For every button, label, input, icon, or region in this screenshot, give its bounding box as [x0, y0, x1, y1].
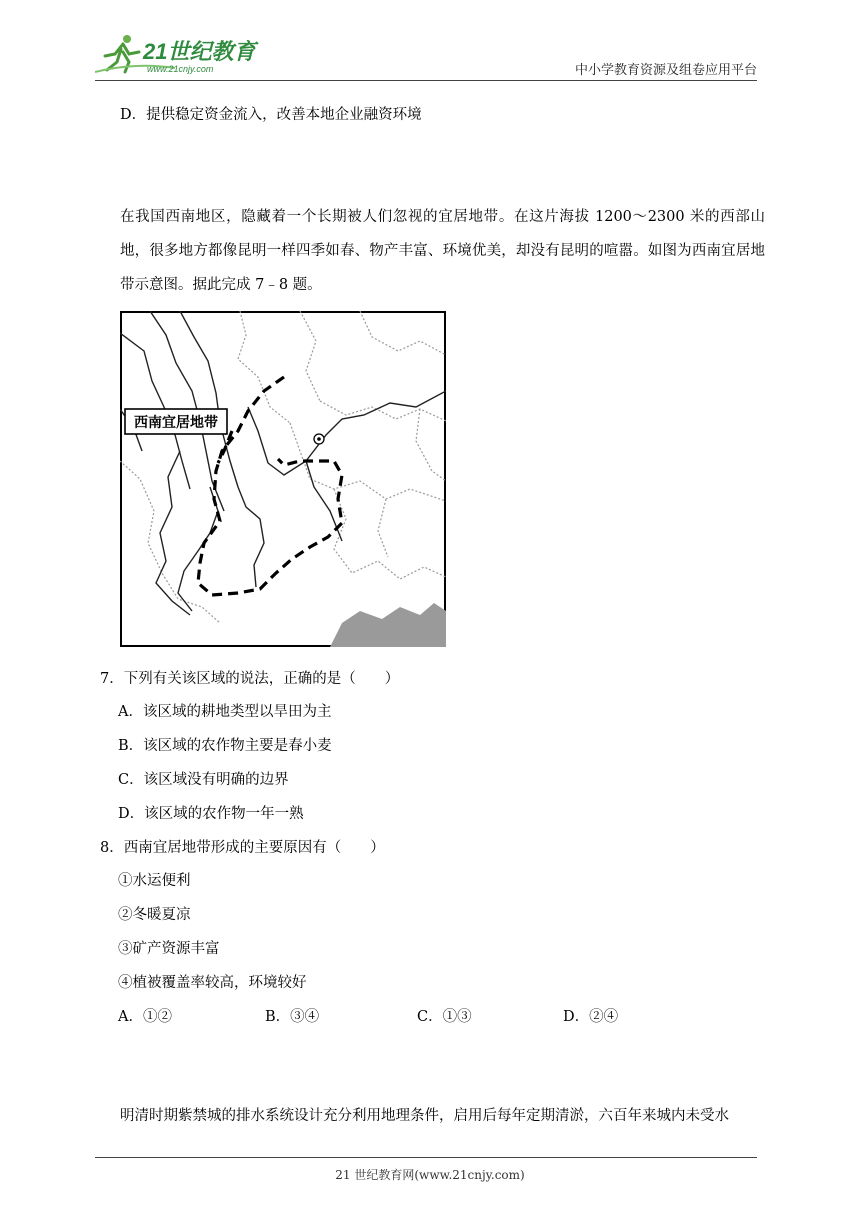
page-footer: 21 世纪教育网(www.21cnjy.com) — [335, 1168, 525, 1182]
prev-option-d: D．提供稳定资金流入，改善本地企业融资环境 — [120, 107, 422, 123]
q7-option-c: C．该区域没有明确的边界 — [118, 772, 289, 788]
question-8-stem: 8．西南宜居地带形成的主要原因有（ ） — [100, 840, 385, 856]
logo-url: www.21cnjy.com — [147, 64, 214, 74]
passage-forbidden-city: 明清时期紫禁城的排水系统设计充分利用地理条件，启用后每年定期清淤，六百年来城内未受水 — [120, 1108, 729, 1124]
q7-option-d: D．该区域的农作物一年一熟 — [118, 806, 304, 822]
q8-option-d: D．②④ — [563, 1009, 619, 1025]
q8-item-4: ④植被覆盖率较高，环境较好 — [118, 975, 307, 991]
q7-option-b: B．该区域的农作物主要是春小麦 — [118, 738, 332, 754]
header-divider — [95, 80, 757, 81]
q8-item-2: ②冬暖夏凉 — [118, 907, 191, 923]
question-7-stem: 7．下列有关该区域的说法，正确的是（ ） — [100, 671, 400, 687]
platform-name: 中小学教育资源及组卷应用平台 — [574, 63, 757, 78]
q8-option-b: B．③④ — [265, 1009, 320, 1025]
map-label: 西南宜居地带 — [134, 415, 218, 431]
q7-option-a: A．该区域的耕地类型以旱田为主 — [118, 704, 332, 720]
footer-divider — [95, 1157, 757, 1158]
passage-southwest: 在我国西南地区，隐藏着一个长期被人们忽视的宜居地带。在这片海拔 1200～2300 米的西部山地，很多地方都像昆明一样四季如春、物产丰富、环境优美，却没有昆明的喧嚣。如图为西南宜居地带示意图。据此完成 7﹣8 题。 — [120, 209, 765, 293]
site-logo — [95, 32, 265, 76]
q8-item-3: ③矿产资源丰富 — [118, 941, 220, 957]
logo-text: 21世纪教育 — [143, 39, 256, 64]
q8-option-a: A．①② — [118, 1009, 172, 1025]
page-header — [95, 22, 757, 80]
q8-option-c: C．①③ — [417, 1009, 472, 1025]
southwest-livable-belt-map — [120, 311, 446, 647]
q8-item-1: ①水运便利 — [118, 873, 191, 889]
